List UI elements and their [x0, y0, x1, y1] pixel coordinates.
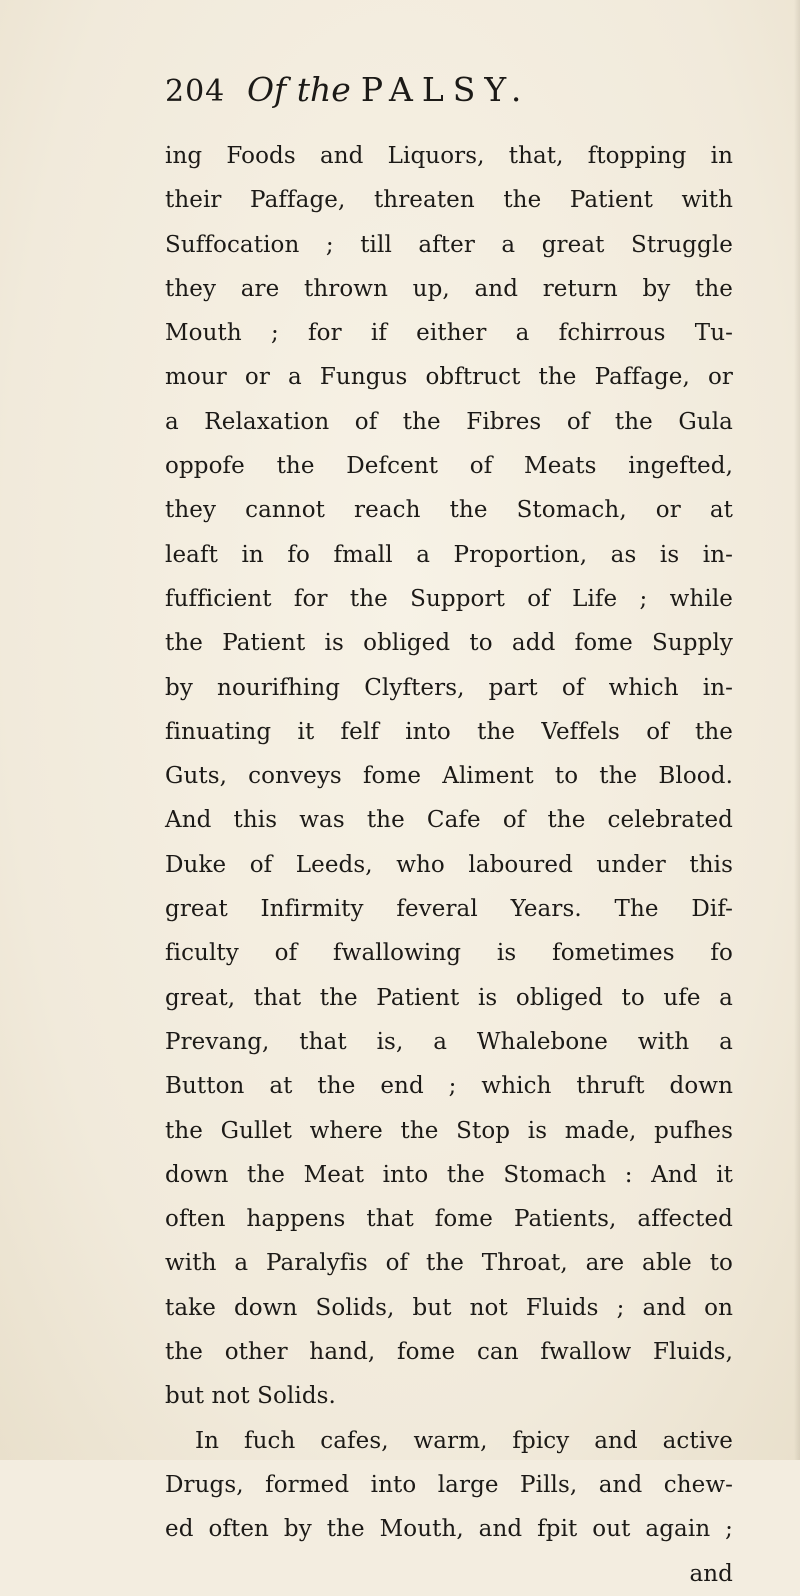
- text-line: great, that the Patient is obliged to ufe a: [165, 984, 733, 1011]
- page-edge-shadow: [794, 0, 800, 1460]
- text-line: fufficient for the Support of Life ; while: [165, 585, 733, 612]
- text-line: the other hand, fome can fwallow Fluids,: [165, 1339, 733, 1366]
- text-line: Mouth ; for if either a fchirrous Tu-: [165, 320, 733, 347]
- text-line: the Patient is obliged to add fome Supply: [165, 630, 733, 657]
- body-text: [165, 134, 733, 1596]
- text-line: Drugs, formed into large Pills, and chew-: [165, 1471, 733, 1498]
- text-line: often happens that fome Patients, affected: [165, 1206, 733, 1233]
- text-line: oppofe the Defcent of Meats ingefted,: [165, 453, 733, 480]
- text-line: Guts, conveys fome Aliment to the Blood.: [165, 763, 733, 790]
- text-line: down the Meat into the Stomach : And it: [165, 1161, 733, 1188]
- text-line: take down Solids, but not Fluids ; and on: [165, 1294, 733, 1321]
- catchword: and: [689, 1560, 733, 1587]
- text-line: the Gullet where the Stop is made, pufhes: [165, 1117, 733, 1144]
- text-line: a Relaxation of the Fibres of the Gula: [165, 408, 733, 435]
- text-line: their Paffage, threaten the Patient with: [165, 187, 733, 214]
- text-line: ficulty of fwallowing is fometimes fo: [165, 940, 733, 967]
- running-head-caps: PALSY.: [360, 70, 531, 109]
- running-head: [247, 70, 530, 109]
- text-line: but not Solids.: [165, 1383, 336, 1410]
- page-number: 204: [165, 74, 226, 109]
- text-line: with a Paralyfis of the Throat, are able to: [165, 1250, 733, 1277]
- text-line: And this was the Cafe of the celebrated: [165, 807, 733, 834]
- text-line: Prevang, that is, a Whalebone with a: [165, 1028, 733, 1055]
- text-line: Duke of Leeds, who laboured under this: [165, 851, 733, 878]
- text-line: ing Foods and Liquors, that, ftopping in: [165, 143, 733, 169]
- text-line: by nourifhing Clyfters, part of which in-: [165, 674, 733, 701]
- text-line: In fuch cafes, warm, fpicy and active: [195, 1427, 733, 1454]
- text-line: Button at the end ; which thruft down: [165, 1073, 733, 1100]
- text-line: great Infirmity feveral Years. The Dif-: [165, 896, 733, 923]
- text-line: finuating it felf into the Veffels of the: [165, 718, 733, 745]
- text-line: they cannot reach the Stomach, or at: [165, 497, 733, 524]
- text-line: they are thrown up, and return by the: [165, 275, 733, 302]
- text-line: Suffocation ; till after a great Struggle: [165, 231, 733, 258]
- text-line: ed often by the Mouth, and fpit out again ;: [165, 1516, 733, 1543]
- page-header: [165, 66, 725, 116]
- running-head-italic: Of the: [247, 70, 351, 109]
- text-line: leaft in fo fmall a Proportion, as is in-: [165, 541, 733, 568]
- text-line: mour or a Fungus obftruct the Paffage, or: [165, 364, 733, 391]
